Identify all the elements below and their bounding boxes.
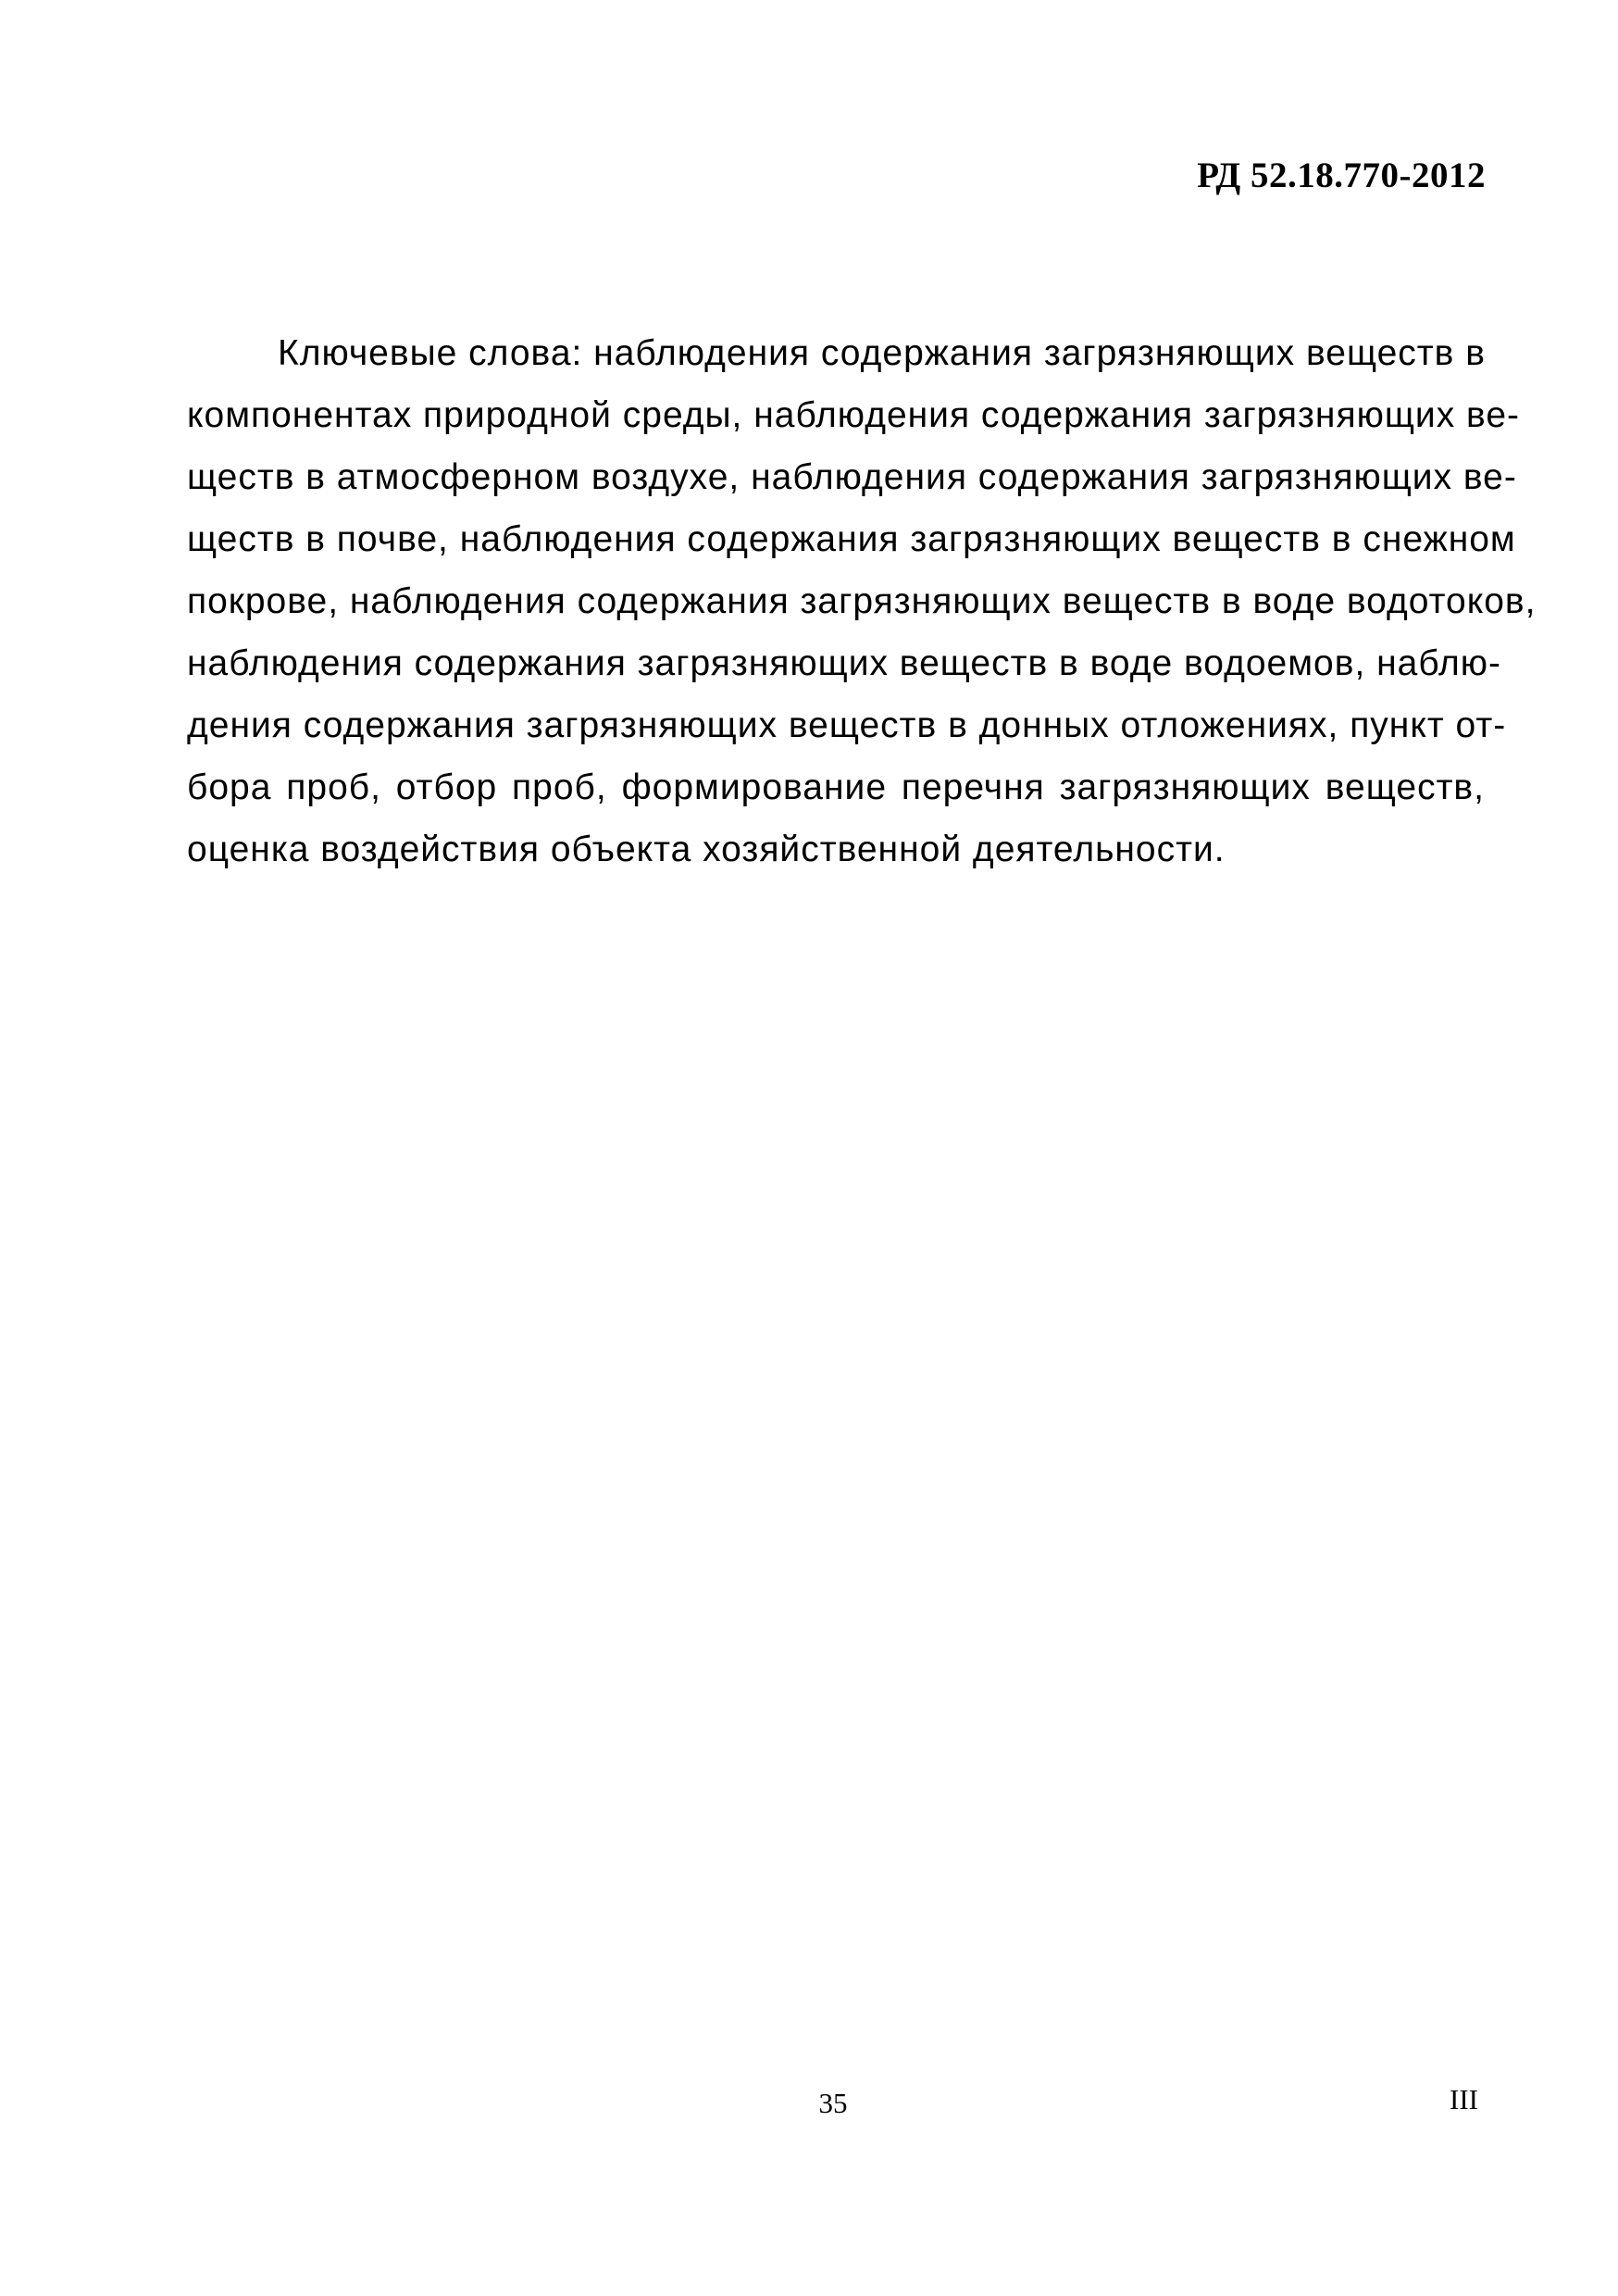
keywords-line: Ключевые слова: наблюдения содержания загрязняющих веществ в bbox=[278, 333, 1486, 373]
keywords-line: ществ в почве, наблюдения содержания загрязняющих веществ в снежном bbox=[187, 519, 1516, 559]
keywords-line: дения содержания загрязняющих веществ в донных отложениях, пункт от- bbox=[187, 705, 1507, 745]
page-number: 35 bbox=[818, 2087, 848, 2119]
keywords-line: бора проб, отбор проб, формирование перечня загрязняющих веществ, bbox=[187, 767, 1485, 807]
roman-page-number: III bbox=[1450, 2083, 1478, 2115]
keywords-line: покрове, наблюдения содержания загрязняющих веществ в воде водотоков, bbox=[187, 581, 1537, 621]
keywords-line: наблюдения содержания загрязняющих веществ в воде водоемов, наблю- bbox=[187, 643, 1501, 683]
keywords-paragraph bbox=[187, 322, 1537, 880]
keywords-line: ществ в атмосферном воздухе, наблюдения содержания загрязняющих ве- bbox=[187, 457, 1517, 497]
document-code: РД 52.18.770-2012 bbox=[1197, 156, 1486, 195]
keywords-line: оценка воздействия объекта хозяйственной деятельности. bbox=[187, 830, 1226, 869]
keywords-line: компонентах природной среды, наблюдения содержания загрязняющих ве- bbox=[187, 395, 1520, 435]
